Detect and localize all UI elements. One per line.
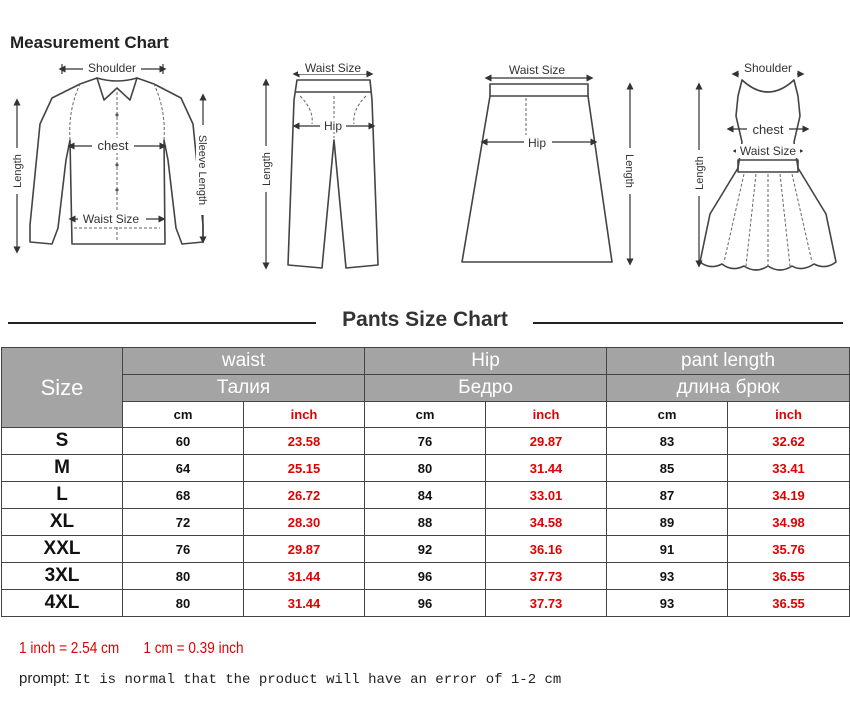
inch-value: 34.98	[728, 509, 850, 536]
cm-value: 80	[365, 455, 486, 482]
inch-value: 25.15	[244, 455, 365, 482]
inch-value: 33.01	[486, 482, 607, 509]
pants-diagram	[259, 60, 378, 268]
hip-header-ru: Бедро	[365, 375, 607, 402]
table-row	[2, 509, 850, 536]
size-header: Size	[2, 348, 123, 428]
cm-value: 72	[123, 509, 244, 536]
inch-value: 34.58	[486, 509, 607, 536]
cm-value: 89	[607, 509, 728, 536]
size-table	[1, 347, 850, 617]
size-cell: L	[2, 482, 123, 509]
cm-value: 96	[365, 590, 486, 617]
dress-chest-label: chest	[752, 122, 784, 137]
unit-cm: cm	[607, 402, 728, 428]
cm-value: 85	[607, 455, 728, 482]
shirt-chest-label: chest	[97, 138, 129, 153]
size-cell: M	[2, 455, 123, 482]
cm-value: 80	[123, 563, 244, 590]
cm-value: 91	[607, 536, 728, 563]
inch-value: 35.76	[728, 536, 850, 563]
cm-value: 88	[365, 509, 486, 536]
skirt-hip-label: Hip	[527, 136, 547, 150]
pants-hip-label: Hip	[323, 119, 343, 133]
cm-value: 76	[123, 536, 244, 563]
prompt-text: It is normal that the product will have an error of 1-2 cm	[74, 672, 562, 688]
dress-waist-label: Waist Size	[739, 144, 797, 158]
inch-to-cm: 1 inch = 2.54 cm	[19, 640, 120, 657]
unit-inch: inch	[244, 402, 365, 428]
prompt-note	[19, 670, 561, 688]
prompt-label: prompt:	[19, 670, 70, 687]
shirt-shoulder-label: Shoulder	[87, 61, 137, 75]
inch-value: 26.72	[244, 482, 365, 509]
inch-value: 37.73	[486, 590, 607, 617]
skirt-diagram	[462, 62, 637, 262]
inch-value: 29.87	[244, 536, 365, 563]
size-cell: S	[2, 428, 123, 455]
inch-value: 23.58	[244, 428, 365, 455]
cm-value: 84	[365, 482, 486, 509]
table-row	[2, 455, 850, 482]
cm-value: 80	[123, 590, 244, 617]
table-row	[2, 536, 850, 563]
cm-value: 76	[365, 428, 486, 455]
cm-value: 60	[123, 428, 244, 455]
table-row	[2, 428, 850, 455]
cm-value: 92	[365, 536, 486, 563]
pant-length-header: pant length	[607, 348, 850, 375]
dress-diagram	[692, 61, 836, 270]
cm-value: 93	[607, 563, 728, 590]
table-row	[2, 563, 850, 590]
shirt-diagram	[10, 60, 210, 250]
measurement-chart-title: Measurement Chart	[10, 33, 169, 52]
hip-header: Hip	[365, 348, 607, 375]
inch-value: 28.30	[244, 509, 365, 536]
unit-inch: inch	[486, 402, 607, 428]
unit-inch: inch	[728, 402, 850, 428]
unit-cm: cm	[123, 402, 244, 428]
cm-value: 87	[607, 482, 728, 509]
size-cell: 4XL	[2, 590, 123, 617]
cm-value: 83	[607, 428, 728, 455]
inch-value: 33.41	[728, 455, 850, 482]
cm-value: 96	[365, 563, 486, 590]
cm-value: 93	[607, 590, 728, 617]
unit-cm: cm	[365, 402, 486, 428]
shirt-waist-label: Waist Size	[82, 212, 140, 226]
conversion-note	[19, 640, 264, 658]
pants-size-chart-heading	[0, 306, 850, 336]
pants-waist-label: Waist Size	[304, 61, 362, 75]
inch-value: 34.19	[728, 482, 850, 509]
inch-value: 37.73	[486, 563, 607, 590]
waist-header: waist	[123, 348, 365, 375]
dress-shoulder-label: Shoulder	[743, 61, 793, 75]
table-row	[2, 482, 850, 509]
waist-header-ru: Талия	[123, 375, 365, 402]
cm-value: 64	[123, 455, 244, 482]
measurement-diagrams	[0, 0, 850, 300]
shirt-sleeve-label: Sleeve Length	[196, 134, 208, 206]
size-cell: XL	[2, 509, 123, 536]
inch-value: 36.55	[728, 590, 850, 617]
section-title: Pants Size Chart	[342, 308, 508, 331]
shirt-length-label: Length	[12, 154, 24, 188]
skirt-waist-label: Waist Size	[508, 63, 566, 77]
pant-length-header-ru: длина брюк	[607, 375, 850, 402]
dress-length-label: Length	[694, 156, 706, 190]
size-cell: XXL	[2, 536, 123, 563]
inch-value: 31.44	[486, 455, 607, 482]
inch-value: 32.62	[728, 428, 850, 455]
size-cell: 3XL	[2, 563, 123, 590]
cm-value: 68	[123, 482, 244, 509]
table-row	[2, 590, 850, 617]
cm-to-inch: 1 cm = 0.39 inch	[143, 640, 244, 657]
pants-length-label: Length	[261, 152, 273, 186]
inch-value: 29.87	[486, 428, 607, 455]
inch-value: 31.44	[244, 563, 365, 590]
inch-value: 31.44	[244, 590, 365, 617]
inch-value: 36.16	[486, 536, 607, 563]
skirt-length-label: Length	[623, 154, 635, 188]
inch-value: 36.55	[728, 563, 850, 590]
